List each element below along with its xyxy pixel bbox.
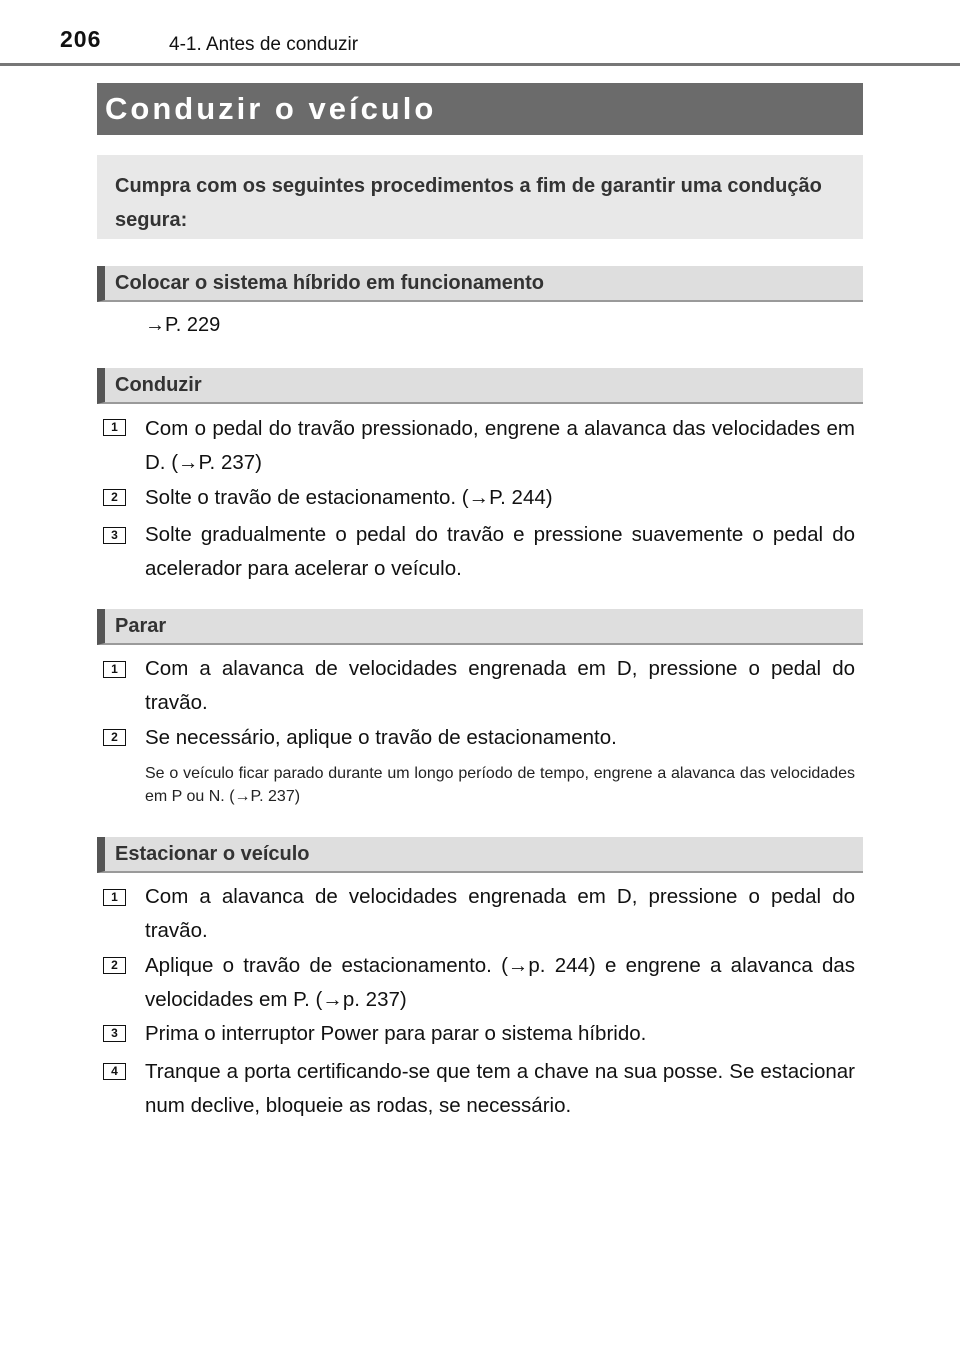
- step-text: Com a alavanca de velocidades engrenada em D, pressione o pedal do travão.: [145, 885, 855, 942]
- heading-park: [97, 837, 863, 873]
- step-text: Com o pedal do travão pressionado, engrene a alavanca das velocidades em D. (→P. 237): [145, 417, 855, 474]
- heading-drive: [97, 368, 863, 404]
- step-text: Se necessário, aplique o travão de estacionamento.: [145, 726, 617, 749]
- step-text: Prima o interruptor Power para parar o sistema híbrido.: [145, 1022, 647, 1045]
- note-text: Se o veículo ficar parado durante um longo período de tempo, engrene a alavanca das velocidades em P ou N. (→P. 237): [145, 765, 855, 805]
- step-number-badge: 1: [103, 889, 126, 906]
- intro-text: Cumpra com os seguintes procedimentos a fim de garantir uma condução segura:: [115, 175, 822, 231]
- title-bar: [97, 83, 863, 135]
- step-text: Com a alavanca de velocidades engrenada em D, pressione o pedal do travão.: [145, 657, 855, 714]
- step-number-badge: 1: [103, 661, 126, 678]
- header-divider: [0, 63, 960, 66]
- step-number-badge: 4: [103, 1063, 126, 1080]
- step-number-badge: 1: [103, 419, 126, 436]
- page-reference: →P. 229: [145, 314, 221, 336]
- step-text: Aplique o travão de estacionamento. (→p. 244) e engrene a alavanca das velocidades em P. (→p. 237): [145, 954, 855, 1011]
- step-number-badge: 2: [103, 489, 126, 506]
- step-number-badge: 2: [103, 957, 126, 974]
- step-number-badge: 3: [103, 1025, 126, 1042]
- intro-box: [97, 155, 863, 239]
- heading-label: Estacionar o veículo: [115, 843, 310, 865]
- section-label: 4-1. Antes de conduzir: [169, 34, 359, 55]
- heading-label: Parar: [115, 615, 167, 637]
- page-number: 206: [60, 26, 102, 52]
- page-title: Conduzir o veículo: [105, 91, 437, 126]
- heading-start-hybrid-system: [97, 266, 863, 302]
- step-number-badge: 3: [103, 527, 126, 544]
- page-header: [0, 0, 960, 66]
- step-number-badge: 2: [103, 729, 126, 746]
- step-text: Tranque a porta certificando-se que tem a chave na sua posse. Se estacionar num declive, bloqueie as rodas, se necessário.: [145, 1060, 855, 1117]
- step-text: Solte o travão de estacionamento. (→P. 244): [145, 486, 553, 509]
- heading-label: Colocar o sistema híbrido em funcionamento: [115, 272, 544, 294]
- heading-label: Conduzir: [115, 374, 202, 396]
- step-text: Solte gradualmente o pedal do travão e pressione suavemente o pedal do acelerador para acelerar o veículo.: [145, 523, 855, 580]
- heading-stop: [97, 609, 863, 645]
